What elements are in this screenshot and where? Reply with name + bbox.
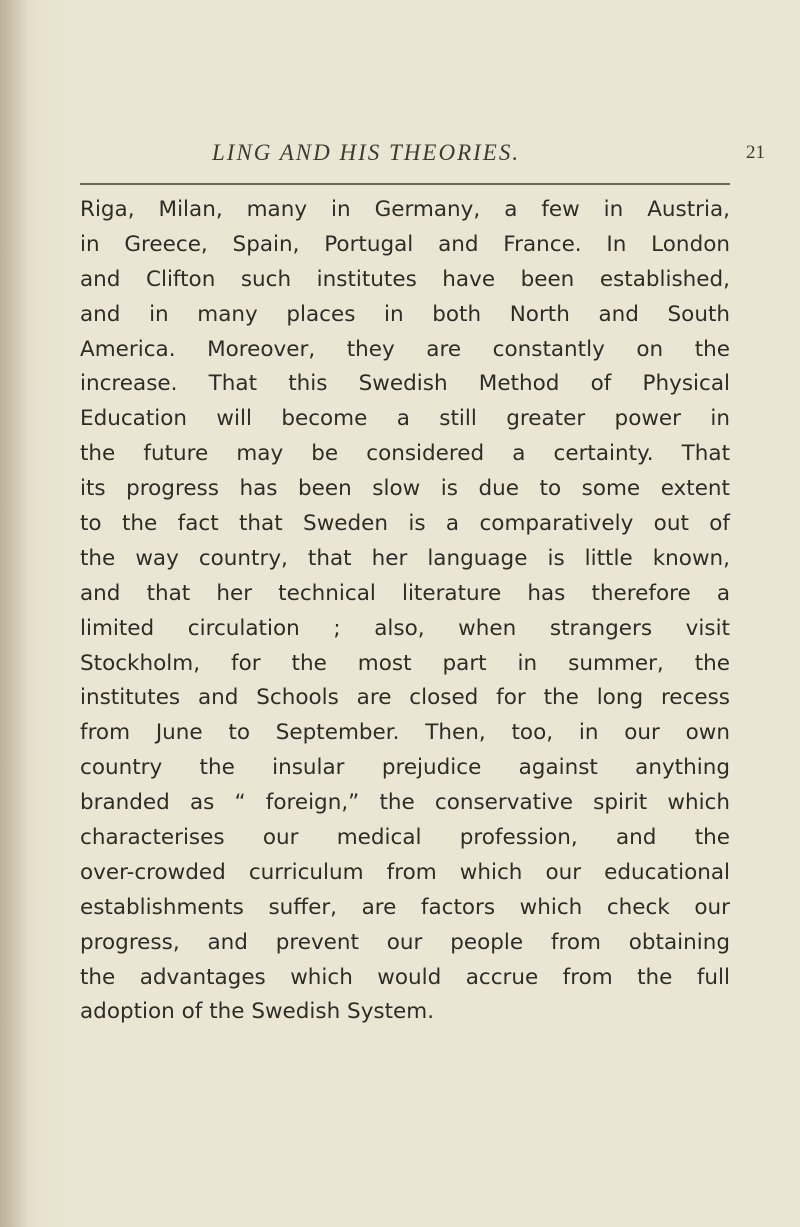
- text-line: the way country, that her language is little known,: [80, 545, 730, 571]
- running-title: LING AND HIS THEORIES.: [212, 140, 521, 165]
- text-line: its progress has been slow is due to some extent: [80, 476, 730, 502]
- text-line: Riga, Milan, many in Germany, a few in Austria,: [80, 197, 730, 222]
- text-line: adoption of the Swedish System.: [80, 999, 435, 1025]
- body-paragraph: [80, 193, 730, 1030]
- text-line: institutes and Schools are closed for the long recess: [80, 685, 730, 711]
- page-number: 21: [746, 142, 765, 163]
- text-line: establishments suffer, are factors which check our: [80, 894, 730, 920]
- text-line: America. Moreover, they are constantly on the: [80, 336, 730, 362]
- text-line: the advantages which would accrue from the full: [80, 964, 730, 990]
- text-line: increase. That this Swedish Method of Physical: [80, 371, 730, 397]
- text-line: and that her technical literature has therefore a: [80, 580, 730, 606]
- text-line: over-crowded curriculum from which our educational: [80, 859, 730, 885]
- text-line: progress, and prevent our people from obtaining: [80, 929, 730, 955]
- text-line: and Clifton such institutes have been established,: [80, 266, 730, 292]
- text-line: from June to September. Then, too, in our own: [80, 720, 730, 746]
- text-line: branded as “ foreign,” the conservative spirit which: [80, 790, 730, 816]
- running-head: [212, 140, 765, 170]
- text-line: and in many places in both North and South: [80, 301, 730, 327]
- text-line: the future may be considered a certainty. That: [80, 441, 730, 467]
- text-line: to the fact that Sweden is a comparatively out of: [80, 511, 730, 537]
- binding-shadow: [0, 0, 28, 1227]
- text-line: Education will become a still greater power in: [80, 406, 730, 432]
- text-line: country the insular prejudice against anything: [80, 755, 730, 781]
- text-line: Stockholm, for the most part in summer, the: [80, 650, 730, 676]
- text-line: in Greece, Spain, Portugal and France. In London: [80, 231, 730, 257]
- text-line: limited circulation ; also, when strangers visit: [80, 615, 730, 641]
- header-rule: [80, 183, 730, 185]
- text-line: characterises our medical profession, and the: [80, 825, 730, 851]
